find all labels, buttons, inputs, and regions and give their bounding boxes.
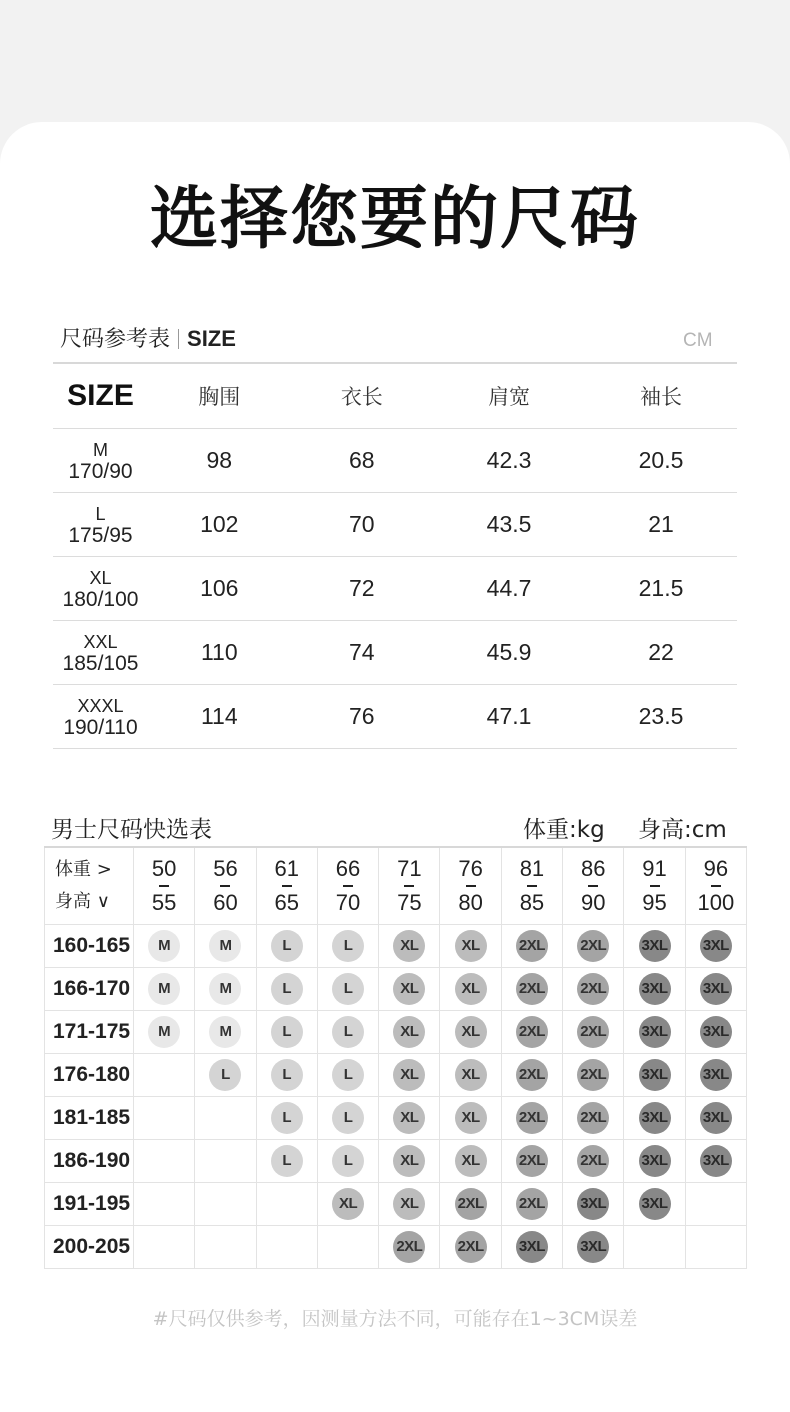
- weight-range: [458, 856, 482, 916]
- size-recommendation-cell: [195, 1140, 256, 1183]
- weight-range-bottom: 90: [580, 890, 606, 915]
- size-badge: 2XL: [516, 973, 548, 1005]
- size-badge: M: [209, 930, 241, 962]
- size-reference-header-row: [53, 363, 737, 429]
- height-row: [45, 1097, 747, 1140]
- weight-range: [642, 856, 666, 916]
- size-recommendation-cell: [134, 925, 195, 968]
- range-divider: [220, 885, 230, 887]
- size-recommendation-cell: [134, 1140, 195, 1183]
- weight-range: [520, 856, 544, 916]
- weight-range: [336, 856, 360, 916]
- size-badge: XL: [393, 1145, 425, 1177]
- height-row: [45, 1140, 747, 1183]
- size-spec: 185/105: [62, 651, 139, 675]
- measurement-cell: 43.5: [433, 493, 585, 557]
- quick-select-title: 男士尺码快选表: [51, 817, 212, 843]
- weight-range-header: [440, 847, 501, 925]
- weight-range-top: 76: [458, 856, 483, 881]
- quick-select-table: [44, 846, 747, 1269]
- size-badge: XL: [455, 930, 487, 962]
- size-recommendation-cell: [440, 925, 501, 968]
- size-row: [53, 621, 737, 685]
- size-recommendation-cell: [685, 1011, 746, 1054]
- size-recommendation-cell: [685, 1226, 746, 1269]
- size-reference-table: [53, 362, 737, 749]
- size-recommendation-cell: [440, 968, 501, 1011]
- height-range-label: 181-185: [45, 1097, 134, 1140]
- size-recommendation-cell: [317, 1011, 378, 1054]
- range-divider: [404, 885, 414, 887]
- measurement-cell: 74: [291, 621, 434, 685]
- size-badge: L: [271, 973, 303, 1005]
- size-recommendation-cell: [501, 1226, 562, 1269]
- size-recommendation-cell: [624, 1011, 685, 1054]
- size-badge: 3XL: [639, 1059, 671, 1091]
- size-recommendation-cell: [379, 1183, 440, 1226]
- size-badge: 3XL: [639, 1145, 671, 1177]
- size-badge: L: [332, 930, 364, 962]
- weight-range: [213, 856, 237, 916]
- size-recommendation-cell: [317, 1226, 378, 1269]
- size-recommendation-cell: [256, 1011, 317, 1054]
- weight-range-bottom: 70: [335, 890, 361, 915]
- size-recommendation-cell: [317, 1183, 378, 1226]
- size-badge: 3XL: [700, 973, 732, 1005]
- size-badge: XL: [332, 1188, 364, 1220]
- measurement-cell: 70: [291, 493, 434, 557]
- size-badge: 2XL: [455, 1231, 487, 1263]
- size-recommendation-cell: [134, 968, 195, 1011]
- height-range-label: 186-190: [45, 1140, 134, 1183]
- size-recommendation-cell: [685, 1183, 746, 1226]
- size-badge: XL: [393, 973, 425, 1005]
- weight-range-bottom: 55: [151, 890, 177, 915]
- weight-range-header: [501, 847, 562, 925]
- range-divider: [650, 885, 660, 887]
- size-recommendation-cell: [379, 1011, 440, 1054]
- quick-select-header-row: [45, 847, 747, 925]
- weight-range-bottom: 80: [458, 890, 483, 915]
- size-recommendation-cell: [256, 1097, 317, 1140]
- size-recommendation-cell: [501, 968, 562, 1011]
- size-badge: XL: [455, 1016, 487, 1048]
- weight-range-header: [685, 847, 746, 925]
- size-badge: M: [209, 1016, 241, 1048]
- weight-range-bottom: 60: [213, 890, 238, 915]
- column-header: 衣长: [291, 363, 434, 429]
- size-recommendation-cell: [317, 1140, 378, 1183]
- size-recommendation-cell: [563, 1183, 624, 1226]
- size-row: [53, 685, 737, 749]
- size-recommendation-cell: [501, 1097, 562, 1140]
- size-badge: L: [209, 1059, 241, 1091]
- size-recommendation-cell: [624, 1054, 685, 1097]
- size-recommendation-cell: [134, 1054, 195, 1097]
- size-recommendation-cell: [624, 968, 685, 1011]
- size-recommendation-cell: [563, 1011, 624, 1054]
- size-label: L: [95, 503, 106, 524]
- weight-range-bottom: 100: [697, 890, 735, 915]
- weight-range: [275, 856, 299, 916]
- size-recommendation-cell: [501, 1054, 562, 1097]
- weight-range-top: 86: [580, 856, 606, 881]
- column-header: 袖长: [585, 363, 737, 429]
- size-recommendation-cell: [256, 1054, 317, 1097]
- size-recommendation-cell: [317, 968, 378, 1011]
- size-recommendation-cell: [195, 1054, 256, 1097]
- size-badge: 3XL: [639, 1016, 671, 1048]
- size-recommendation-cell: [685, 1097, 746, 1140]
- size-badge: L: [332, 1145, 364, 1177]
- weight-range-header: [134, 847, 195, 925]
- range-divider: [466, 885, 476, 887]
- size-badge: L: [271, 1059, 303, 1091]
- weight-range: [697, 856, 734, 916]
- weight-range-top: 56: [213, 856, 238, 881]
- size-badge: 3XL: [639, 1102, 671, 1134]
- size-badge: M: [148, 973, 180, 1005]
- size-reference-heading: [60, 322, 236, 353]
- measurement-cell: 23.5: [585, 685, 737, 749]
- height-range-label: 200-205: [45, 1226, 134, 1269]
- size-recommendation-cell: [134, 1183, 195, 1226]
- size-recommendation-cell: [563, 968, 624, 1011]
- size-spec: 170/90: [68, 459, 133, 483]
- measurement-cell: 102: [148, 493, 291, 557]
- size-recommendation-cell: [379, 1140, 440, 1183]
- size-recommendation-cell: [440, 1183, 501, 1226]
- height-range-label: 166-170: [45, 968, 134, 1011]
- size-badge: 2XL: [516, 1059, 548, 1091]
- size-recommendation-cell: [440, 1140, 501, 1183]
- range-divider: [343, 885, 353, 887]
- size-row: [53, 557, 737, 621]
- size-badge: L: [332, 1016, 364, 1048]
- size-recommendation-cell: [440, 1011, 501, 1054]
- size-recommendation-cell: [195, 1183, 256, 1226]
- size-name-cell: [53, 685, 148, 749]
- disclaimer-note: #尺码仅供参考，因测量方法不同，可能存在1~3CM误差: [152, 1308, 638, 1330]
- size-badge: L: [271, 1016, 303, 1048]
- height-range-label: 191-195: [45, 1183, 134, 1226]
- weight-range: [397, 856, 421, 916]
- size-recommendation-cell: [624, 1183, 685, 1226]
- size-badge: 2XL: [577, 1016, 609, 1048]
- size-name-cell: [53, 621, 148, 685]
- range-divider: [588, 885, 598, 887]
- size-recommendation-cell: [563, 1054, 624, 1097]
- size-badge: 2XL: [577, 1102, 609, 1134]
- size-badge: L: [332, 1059, 364, 1091]
- size-recommendation-cell: [501, 925, 562, 968]
- size-recommendation-cell: [440, 1054, 501, 1097]
- weight-range-top: 71: [397, 856, 422, 881]
- measurement-cell: 47.1: [433, 685, 585, 749]
- weight-range-header: [256, 847, 317, 925]
- page-title: 选择您要的尺码: [149, 180, 640, 259]
- height-unit-label: 身高:cm: [638, 817, 727, 843]
- size-recommendation-cell: [134, 1011, 195, 1054]
- range-divider: [159, 885, 169, 887]
- size-recommendation-cell: [379, 1054, 440, 1097]
- size-recommendation-cell: [563, 1140, 624, 1183]
- size-recommendation-cell: [440, 1226, 501, 1269]
- size-badge: 2XL: [455, 1188, 487, 1220]
- size-recommendation-cell: [317, 925, 378, 968]
- weight-unit-label: 体重:kg: [523, 817, 605, 843]
- size-recommendation-cell: [501, 1183, 562, 1226]
- size-recommendation-cell: [256, 1226, 317, 1269]
- size-badge: XL: [393, 1059, 425, 1091]
- size-badge: 2XL: [577, 930, 609, 962]
- size-recommendation-cell: [563, 1097, 624, 1140]
- column-header: 胸围: [148, 363, 291, 429]
- weight-axis-label: 体重 >: [55, 859, 112, 880]
- size-name-cell: [53, 429, 148, 493]
- size-recommendation-cell: [379, 1226, 440, 1269]
- measurement-cell: 110: [148, 621, 291, 685]
- size-badge: 3XL: [639, 1188, 671, 1220]
- size-recommendation-cell: [501, 1140, 562, 1183]
- size-badge: M: [148, 930, 180, 962]
- measurement-cell: 42.3: [433, 429, 585, 493]
- size-recommendation-cell: [317, 1097, 378, 1140]
- size-recommendation-cell: [134, 1097, 195, 1140]
- size-spec: 175/95: [68, 523, 133, 547]
- size-badge: 3XL: [700, 1145, 732, 1177]
- size-badge: 3XL: [639, 930, 671, 962]
- weight-range-bottom: 65: [274, 890, 299, 915]
- size-recommendation-cell: [563, 1226, 624, 1269]
- measurement-cell: 20.5: [585, 429, 737, 493]
- weight-range-header: [317, 847, 378, 925]
- weight-range-header: [195, 847, 256, 925]
- size-label: XXL: [83, 631, 118, 652]
- weight-range-top: 91: [642, 856, 667, 881]
- range-divider: [527, 885, 537, 887]
- size-badge: 2XL: [516, 1145, 548, 1177]
- measurement-cell: 22: [585, 621, 737, 685]
- size-badge: XL: [393, 1016, 425, 1048]
- size-label: XXXL: [77, 695, 124, 716]
- size-badge: XL: [455, 1145, 487, 1177]
- size-badge: 3XL: [700, 1059, 732, 1091]
- range-divider: [282, 885, 292, 887]
- weight-range: [581, 856, 605, 916]
- size-badge: L: [271, 1102, 303, 1134]
- size-name-cell: [53, 557, 148, 621]
- measurement-cell: 21: [585, 493, 737, 557]
- size-badge: 2XL: [516, 1102, 548, 1134]
- size-badge: XL: [393, 1188, 425, 1220]
- size-badge: 2XL: [516, 930, 548, 962]
- size-badge: M: [148, 1016, 180, 1048]
- size-badge: L: [332, 973, 364, 1005]
- size-reference-heading-cn: 尺码参考表: [60, 327, 171, 352]
- measurement-cell: 45.9: [433, 621, 585, 685]
- size-recommendation-cell: [379, 925, 440, 968]
- size-badge: 3XL: [700, 1016, 732, 1048]
- height-axis-label: 身高 ∨: [55, 891, 110, 912]
- size-row: [53, 429, 737, 493]
- size-recommendation-cell: [317, 1054, 378, 1097]
- size-badge: XL: [455, 973, 487, 1005]
- size-badge: L: [271, 1145, 303, 1177]
- size-badge: 2XL: [516, 1188, 548, 1220]
- range-divider: [711, 885, 721, 887]
- size-badge: 3XL: [700, 930, 732, 962]
- column-header: SIZE: [53, 363, 148, 429]
- size-badge: 3XL: [516, 1231, 548, 1263]
- size-recommendation-cell: [256, 1183, 317, 1226]
- size-recommendation-cell: [256, 925, 317, 968]
- size-recommendation-cell: [563, 925, 624, 968]
- size-recommendation-cell: [256, 1140, 317, 1183]
- size-badge: 2XL: [393, 1231, 425, 1263]
- height-row: [45, 925, 747, 968]
- measurement-cell: 106: [148, 557, 291, 621]
- measurement-cell: 21.5: [585, 557, 737, 621]
- size-badge: 3XL: [639, 973, 671, 1005]
- column-header: 肩宽: [433, 363, 585, 429]
- size-row: [53, 493, 737, 557]
- size-badge: 2XL: [577, 973, 609, 1005]
- weight-range-header: [379, 847, 440, 925]
- size-recommendation-cell: [624, 1226, 685, 1269]
- weight-range-top: 81: [519, 856, 545, 881]
- size-recommendation-cell: [685, 1054, 746, 1097]
- size-recommendation-cell: [624, 1140, 685, 1183]
- size-name-cell: [53, 493, 148, 557]
- size-reference-heading-en: SIZE: [187, 326, 236, 351]
- size-badge: 3XL: [700, 1102, 732, 1134]
- weight-range-top: 66: [335, 856, 361, 881]
- unit-label: CM: [683, 330, 713, 351]
- height-row: [45, 1054, 747, 1097]
- weight-range-bottom: 85: [519, 890, 545, 915]
- weight-range-top: 61: [274, 856, 299, 881]
- weight-range-header: [624, 847, 685, 925]
- size-badge: XL: [455, 1102, 487, 1134]
- axis-corner-cell: [45, 847, 134, 925]
- size-recommendation-cell: [195, 925, 256, 968]
- size-recommendation-cell: [685, 968, 746, 1011]
- size-badge: 3XL: [577, 1188, 609, 1220]
- size-label: M: [93, 439, 108, 460]
- size-label: XL: [89, 567, 112, 588]
- height-range-label: 171-175: [45, 1011, 134, 1054]
- measurement-cell: 72: [291, 557, 434, 621]
- size-recommendation-cell: [134, 1226, 195, 1269]
- size-badge: XL: [393, 1102, 425, 1134]
- weight-range: [152, 856, 176, 916]
- heading-divider: [178, 329, 179, 349]
- size-badge: L: [332, 1102, 364, 1134]
- size-badge: XL: [455, 1059, 487, 1091]
- size-recommendation-cell: [379, 968, 440, 1011]
- size-recommendation-cell: [195, 968, 256, 1011]
- size-recommendation-cell: [501, 1011, 562, 1054]
- size-badge: M: [209, 973, 241, 1005]
- size-spec: 190/110: [63, 715, 138, 739]
- size-spec: 180/100: [62, 587, 139, 611]
- height-range-label: 160-165: [45, 925, 134, 968]
- measurement-cell: 44.7: [433, 557, 585, 621]
- height-row: [45, 968, 747, 1011]
- size-recommendation-cell: [624, 1097, 685, 1140]
- size-badge: L: [271, 930, 303, 962]
- weight-range-top: 96: [703, 856, 729, 881]
- weight-range-header: [563, 847, 624, 925]
- size-recommendation-cell: [624, 925, 685, 968]
- measurement-cell: 98: [148, 429, 291, 493]
- weight-range-bottom: 95: [642, 890, 667, 915]
- size-recommendation-cell: [195, 1097, 256, 1140]
- size-recommendation-cell: [195, 1011, 256, 1054]
- size-recommendation-cell: [685, 1140, 746, 1183]
- size-badge: XL: [393, 930, 425, 962]
- height-row: [45, 1226, 747, 1269]
- size-recommendation-cell: [256, 968, 317, 1011]
- weight-range-top: 50: [151, 856, 177, 881]
- measurement-cell: 68: [291, 429, 434, 493]
- size-recommendation-cell: [440, 1097, 501, 1140]
- weight-range-bottom: 75: [397, 890, 422, 915]
- height-row: [45, 1183, 747, 1226]
- size-recommendation-cell: [685, 925, 746, 968]
- size-badge: 2XL: [516, 1016, 548, 1048]
- measurement-cell: 114: [148, 685, 291, 749]
- size-recommendation-cell: [379, 1097, 440, 1140]
- size-badge: 2XL: [577, 1145, 609, 1177]
- height-row: [45, 1011, 747, 1054]
- height-range-label: 176-180: [45, 1054, 134, 1097]
- size-recommendation-cell: [195, 1226, 256, 1269]
- size-badge: 3XL: [577, 1231, 609, 1263]
- measurement-cell: 76: [291, 685, 434, 749]
- size-badge: 2XL: [577, 1059, 609, 1091]
